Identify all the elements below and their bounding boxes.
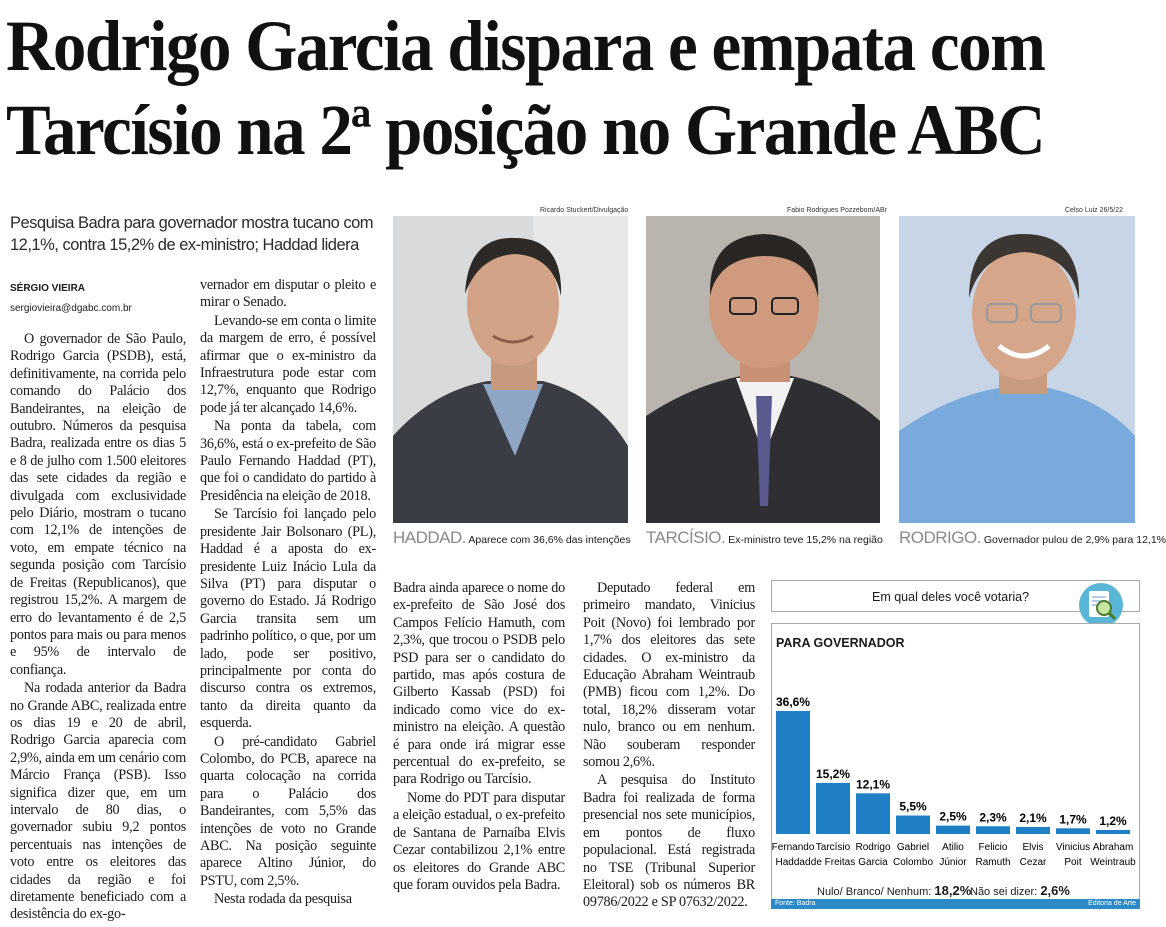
category-label: Tarcísio (815, 842, 851, 853)
data-label: 2,3% (979, 810, 1007, 825)
paragraph: Nome do PDT para disputar a eleição estadual, o ex-prefeito de Santana de Parnaíba Elvis Cezar contabilizou 2,1% entre os eleitores do Grande ABC que foram ouvidos pela Badra. (393, 789, 565, 893)
category-label: Gabriel (896, 842, 930, 853)
bar-chart (771, 623, 1140, 878)
bar-8 (1096, 830, 1130, 834)
photo-rodrigo (899, 216, 1135, 523)
article-column-4 (583, 580, 755, 913)
caption-name: RODRIGO. (899, 528, 981, 547)
bar-7 (1056, 828, 1090, 834)
art-credit: Editoria de Arte (1088, 900, 1136, 907)
category-label: Ramuth (975, 857, 1011, 868)
source-text: Fonte: Badra (775, 900, 816, 907)
bar-0 (776, 711, 810, 834)
author-email[interactable]: sergiovieira@dgabc.com.br (10, 303, 132, 314)
category-label: Fernando (771, 842, 815, 853)
headline (6, 4, 1062, 172)
category-label: Júnior (939, 857, 967, 868)
paragraph: Se Tarcísio foi lançado pelo presidente Jair Bolsonaro (PL), Haddad é a aposta do ex-presidente Luiz Inácio Lula da Silva (PT) para disputar o governo do Estado. Já Rodrigo Garcia transita sem um padrinho político, o que, por um lado, pode ser positivo, principalmente por conta do discurso contra os extremos, tanto da direita quanto da esquerda. (200, 506, 376, 732)
headline-line-2: Tarcísio na 2ª posição no Grande ABC (6, 90, 1045, 170)
paragraph: vernador em disputar o pleito e mirar o Senado. (200, 277, 376, 311)
caption-haddad (393, 528, 631, 548)
unknown-votes-label: Não sei dizer: (970, 886, 1038, 898)
bar-4 (936, 826, 970, 834)
category-label: Weintraub (1090, 857, 1136, 868)
category-label: Abraham (1092, 842, 1134, 853)
null-votes-value: 18,2% (934, 883, 972, 898)
caption-tarcisio (646, 528, 883, 548)
data-label: 12,1% (855, 777, 891, 792)
bar-2 (856, 793, 890, 834)
bar-1 (816, 783, 850, 834)
category-label: Colombo (892, 857, 934, 868)
bar-3 (896, 816, 930, 834)
article-column-2 (200, 277, 376, 910)
data-label: 36,6% (775, 695, 811, 709)
caption-text: Aparece com 36,6% das intenções (468, 534, 631, 546)
headline-line-1: Rodrigo Garcia dispara e empata com (6, 6, 1045, 86)
caption-name: TARCÍSIO. (646, 528, 726, 547)
chart-title: PARA GOVERNADOR (776, 636, 905, 650)
byline: SÉRGIO VIEIRA (10, 283, 86, 294)
data-label: 5,5% (899, 799, 927, 814)
caption-text: Governador pulou de 2,9% para 12,1% (983, 534, 1166, 546)
data-label: 1,7% (1059, 812, 1087, 827)
photo-credit-haddad: Ricardo Stuckert/Divulgação (540, 207, 629, 214)
category-label: Atilio (942, 842, 964, 853)
photo-tarcisio (646, 216, 880, 523)
data-label: 2,1% (1019, 810, 1047, 825)
source-bar (771, 899, 1140, 909)
article-column-1 (10, 331, 186, 925)
paragraph: Deputado federal em primeiro mandato, Vinicius Poit (Novo) foi lembrado por 1,7% dos eleitores das sete cidades. O ex-ministro da Educação Abraham Weintraub (PMB) ficou com 1,2%. Do total, 18,2% disseram votar nulo, branco ou em nenhum. Não souberam responder somou 2,6%. (583, 580, 755, 771)
data-label: 1,2% (1099, 813, 1127, 828)
photo-haddad (393, 216, 628, 523)
caption-text: Ex-ministro teve 15,2% na região (728, 534, 883, 546)
photo-credit-tarcisio: Fabio Rodrigues Pozzebom/ABr (787, 207, 887, 214)
bar-6 (1016, 827, 1050, 834)
caption-rodrigo (899, 528, 1166, 548)
bar-5 (976, 826, 1010, 834)
category-label: Rodrigo (855, 842, 891, 853)
paragraph: Na ponta da tabela, com 36,6%, está o ex-prefeito de São Paulo Fernando Haddad (PT), que foi o candidato do partido à Presidência na eleição de 2018. (200, 418, 376, 504)
category-label: Cezar (1019, 857, 1047, 868)
category-label: Felicio (978, 842, 1008, 853)
category-label: de Freitas (810, 857, 856, 868)
category-label: Vinicius (1055, 842, 1091, 853)
paragraph: O pré-candidato Gabriel Colombo, do PCB, aparece na quarta colocação na corrida para o Palácio dos Bandeirantes, com 5,5% das intenções de voto no Grande ABC. Na posição seguinte aparece Altino Júnior, do PSTU, com 2,5%. (200, 733, 376, 889)
paragraph: Badra ainda aparece o nome do ex-prefeito de São José dos Campos Felício Hamuth, com 2,3%, que trocou o PSDB pelo PSD para ser o candidato do partido, mas após costura de Gilberto Kassab (PSD) foi indicado como vice do ex-ministro na eleição. A questão é para onde irá migrar esse percentual do ex-prefeito, se para Rodrigo ou Tarcísio. (393, 580, 565, 788)
paragraph: Levando-se em conta o limite da margem de erro, é possível afirmar que o ex-ministro da Infraestrutura pode estar com 12,7%, enquanto que Rodrigo pode já ter alcançado 14,6%. (200, 312, 376, 416)
article-column-3 (393, 580, 565, 895)
null-votes-label: Nulo/ Branco/ Nenhum: (817, 886, 932, 898)
unknown-votes-value: 2,6% (1040, 883, 1070, 898)
null-votes (817, 883, 971, 898)
subheadline: Pesquisa Badra para governador mostra tucano com 12,1%, contra 15,2% de ex-ministro; Haddad lidera (10, 214, 374, 254)
category-label: Haddad (775, 857, 811, 868)
paragraph: Nesta rodada da pesquisa (214, 891, 352, 908)
unknown-votes (970, 883, 1070, 898)
poll-question: Em qual deles você votaria? (872, 590, 1030, 604)
paragraph: Na rodada anterior da Badra no Grande ABC, realizada entre os dias 19 e 20 de abril, Rodrigo Garcia aparecia com 2,9%, ainda em um cenário com Márcio França (PSB). Isso significa dizer que, em um intervalo de 80 dias, o governador subiu 9,2 pontos percentuais nas intenções de voto entre os eleitores das cidades da região e foi diretamente beneficiado com a desistência do ex-go- (10, 680, 186, 923)
category-label: Garcia (858, 857, 888, 868)
paragraph: O governador de São Paulo, Rodrigo Garcia (PSDB), está, definitivamente, na corrida pelo comando do Palácio dos Bandeirantes, na eleição de outubro. Números da pesquisa Badra, realizada entre os dias 5 e 8 de julho com 1.500 eleitores das sete cidades da região e divulgada com exclusividade pelo Diário, mostram o tucano com 12,1% de intenções de voto, em empate técnico na segunda posição com Tarcísio de Freitas (Republicanos), que registrou 15,2%. A margem de erro do levantamento é de 2,5 pontos para mais ou para menos e 95% de intervalo de confiança. (10, 331, 186, 678)
category-label: Poit (1064, 857, 1082, 868)
paragraph: A pesquisa do Instituto Badra foi realizada de forma presencial nos sete municípios, em pontos de fluxo populacional. Está registrada no TSE (Tribunal Superior Eleitoral) sob os números BR 09786/2022 e SP 07632/2022. (583, 772, 755, 911)
category-label: Elvis (1022, 842, 1044, 853)
photo-credit-rodrigo: Celso Luiz 26/5/22 (1065, 207, 1123, 214)
data-label: 2,5% (939, 809, 967, 824)
data-label: 15,2% (815, 766, 851, 781)
magnifier-icon (1078, 582, 1124, 628)
caption-name: HADDAD. (393, 528, 467, 547)
